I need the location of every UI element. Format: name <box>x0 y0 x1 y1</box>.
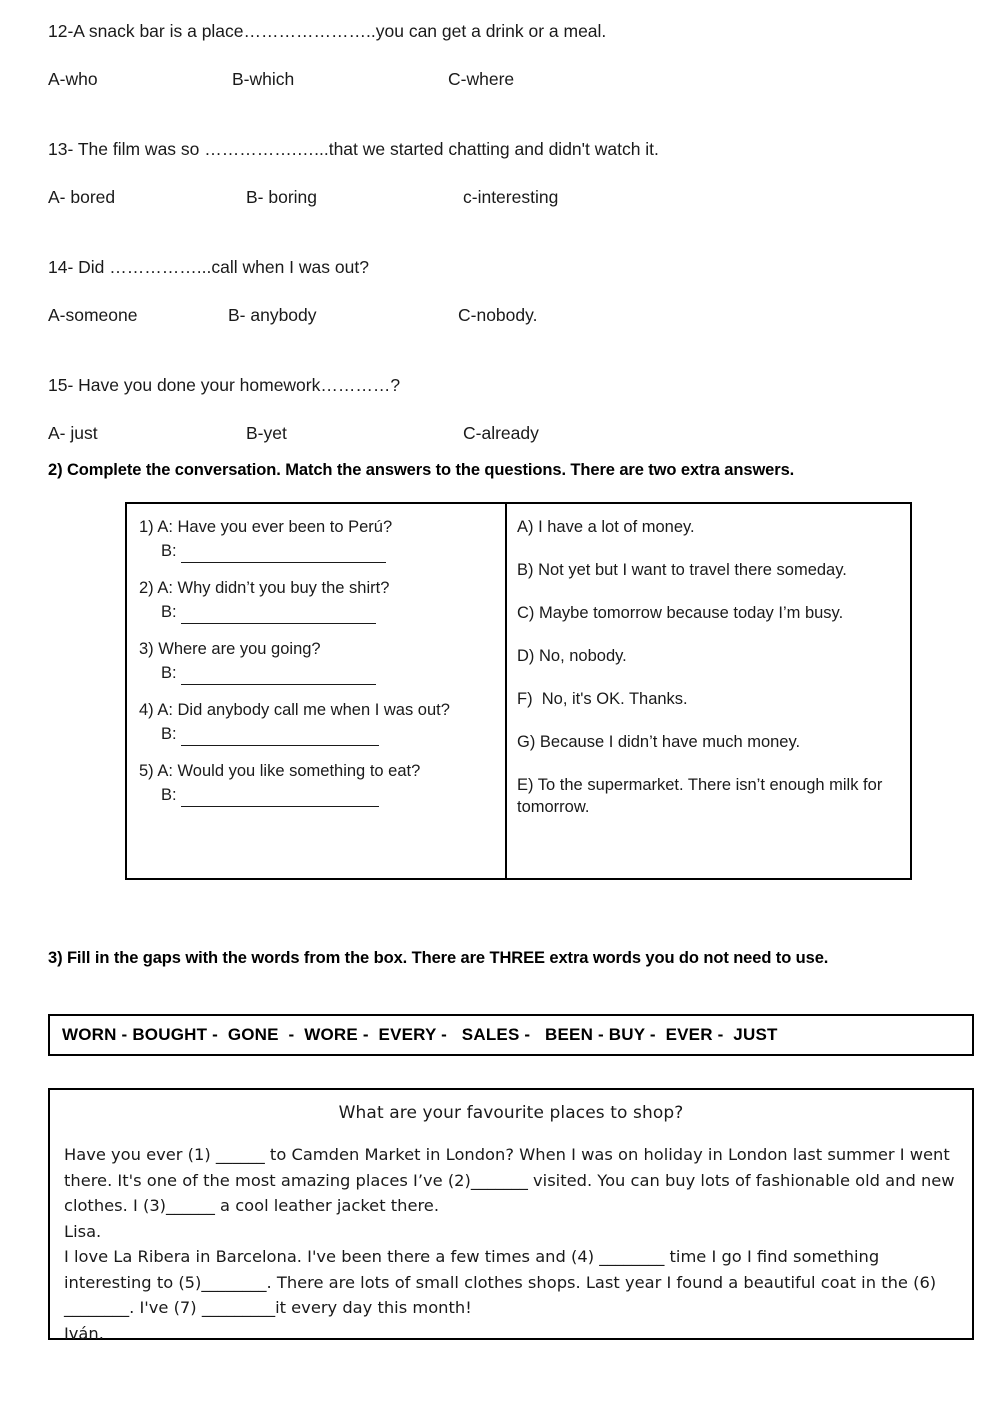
option-row <box>48 184 968 210</box>
answer-blank[interactable] <box>181 668 376 685</box>
word-bank-box <box>48 1014 974 1056</box>
option-c[interactable]: C-already <box>463 423 539 443</box>
answer-option-g[interactable]: G) Because I didn’t have much money. <box>517 733 801 751</box>
match-question-5 <box>139 760 495 807</box>
answer-label: B: <box>161 786 177 804</box>
option-a[interactable]: A- bored <box>48 187 116 207</box>
question-prompt: 4) A: Did anybody call me when I was out? <box>139 701 450 719</box>
answer-input-row[interactable] <box>139 783 495 807</box>
answer-option-b[interactable]: B) Not yet but I want to travel there someday. <box>517 561 847 579</box>
answer-option-e[interactable]: E) To the supermarket. There isn’t enough milk for tomorrow. <box>517 776 887 816</box>
answers-column <box>507 504 910 878</box>
reading-signature-1: Lisa. <box>64 1221 102 1241</box>
question-prompt: 3) Where are you going? <box>139 640 321 658</box>
mc-question-13 <box>48 136 968 210</box>
match-question-4 <box>139 699 495 746</box>
option-b[interactable]: B-which <box>232 69 295 89</box>
reading-body <box>64 1142 958 1346</box>
answer-blank[interactable] <box>181 607 376 624</box>
question-prompt: 1) A: Have you ever been to Perú? <box>139 518 393 536</box>
option-a[interactable]: A-someone <box>48 305 138 325</box>
answer-blank[interactable] <box>181 729 379 746</box>
answer-input-row[interactable] <box>139 722 495 746</box>
question-stem: 12-A snack bar is a place…………………..you can get a drink or a meal. <box>48 21 607 41</box>
answer-blank[interactable] <box>181 790 379 807</box>
option-row <box>48 420 968 446</box>
answer-label: B: <box>161 725 177 743</box>
question-prompt: 5) A: Would you like something to eat? <box>139 762 421 780</box>
matching-table <box>125 502 912 880</box>
answer-option-f[interactable]: F) No, it's OK. Thanks. <box>517 690 688 708</box>
answer-label: B: <box>161 664 177 682</box>
option-c[interactable]: C-nobody. <box>458 305 538 325</box>
match-question-1 <box>139 516 495 563</box>
answer-option-c[interactable]: C) Maybe tomorrow because today I’m busy. <box>517 604 844 622</box>
option-row <box>48 66 968 92</box>
match-question-2 <box>139 577 495 624</box>
option-a[interactable]: A-who <box>48 69 98 89</box>
mc-question-15 <box>48 372 968 446</box>
answer-input-row[interactable] <box>139 600 495 624</box>
section-2-heading: 2) Complete the conversation. Match the answers to the questions. There are two extra answers. <box>48 461 795 479</box>
option-a[interactable]: A- just <box>48 423 98 443</box>
question-prompt: 2) A: Why didn’t you buy the shirt? <box>139 579 390 597</box>
option-b[interactable]: B-yet <box>246 423 287 443</box>
option-c[interactable]: c-interesting <box>463 187 559 207</box>
reading-passage-box <box>48 1088 974 1343</box>
multiple-choice-section <box>48 18 968 464</box>
answer-input-row[interactable] <box>139 661 495 685</box>
match-question-3 <box>139 638 495 685</box>
answer-blank[interactable] <box>181 546 386 563</box>
question-stem: 15- Have you done your homework…………? <box>48 375 401 395</box>
answer-input-row[interactable] <box>139 539 495 563</box>
option-b[interactable]: B- anybody <box>228 305 317 325</box>
reading-paragraph-2: I love La Ribera in Barcelona. I've been there a few times and (4) ________ time I go I find something interesting to (5)________. There are lots of small clothes shops. Last year I found a beautiful coat in the (6) ________. I've (7) _________it every day this month! <box>64 1247 942 1317</box>
answer-label: B: <box>161 542 177 560</box>
question-stem: 14- Did ……………...call when I was out? <box>48 257 369 277</box>
mc-question-14 <box>48 254 968 328</box>
answer-option-a[interactable]: A) I have a lot of money. <box>517 518 695 536</box>
section-3-heading: 3) Fill in the gaps with the words from the box. There are THREE extra words you do not need to use. <box>48 949 829 967</box>
option-b[interactable]: B- boring <box>246 187 318 207</box>
question-stem: 13- The film was so …………….…...that we started chatting and didn't watch it. <box>48 139 659 159</box>
option-row <box>48 302 968 328</box>
reading-title: What are your favourite places to shop? <box>338 1103 684 1123</box>
reading-paragraph-1: Have you ever (1) ______ to Camden Market in London? When I was on holiday in London last summer I went there. It's one of the most amazing places I’ve (2)_______ visited. You can buy lots of fashionable old and new clothes. I (3)______ a cool leather jacket there. <box>64 1145 960 1215</box>
questions-column <box>127 504 507 878</box>
word-bank-words: WORN - BOUGHT - GONE - WORE - EVERY - SALES - BEEN - BUY - EVER - JUST <box>62 1025 778 1044</box>
reading-signature-2: Iván. <box>64 1323 104 1343</box>
answer-label: B: <box>161 603 177 621</box>
option-c[interactable]: C-where <box>448 69 515 89</box>
mc-question-12 <box>48 18 968 92</box>
answer-option-d[interactable]: D) No, nobody. <box>517 647 627 665</box>
